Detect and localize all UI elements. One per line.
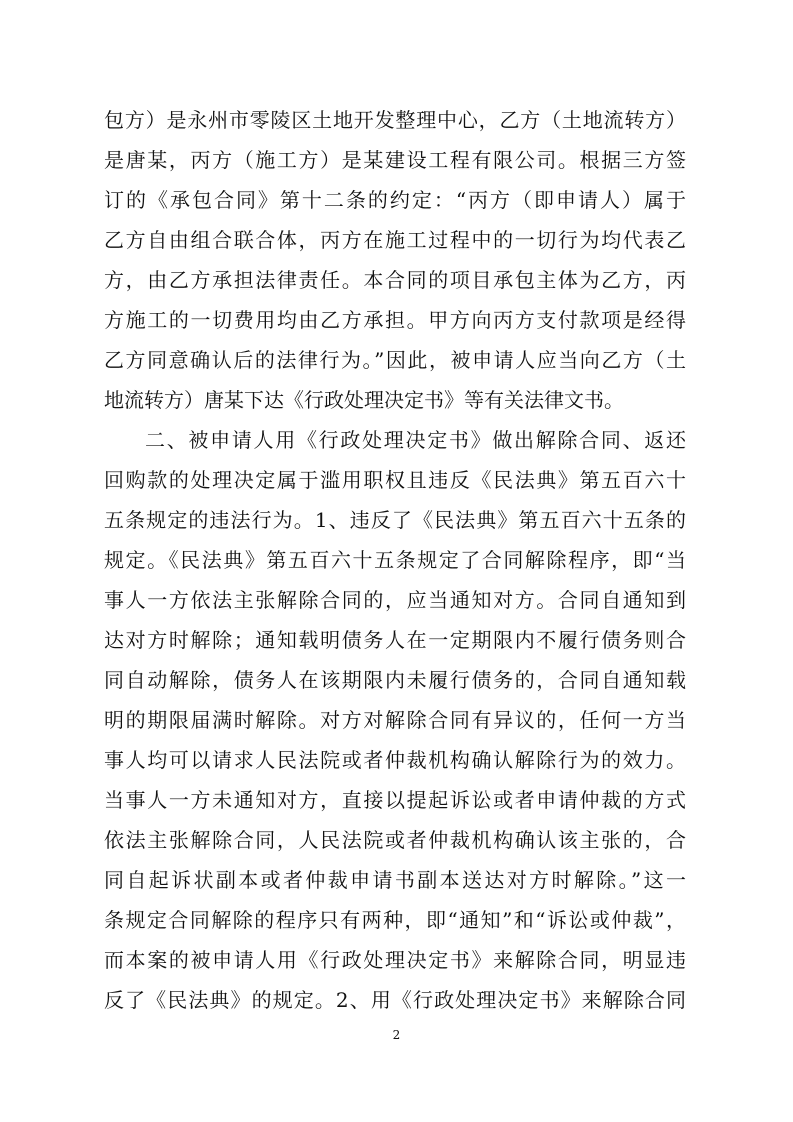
text-line: 同自动解除，债务人在该期限内未履行债务的，合同自通知载: [104, 668, 686, 692]
text-line: 回购款的处理决定属于滥用职权且违反《民法典》第五百六十: [104, 468, 686, 492]
text-line: 订的《承包合同》第十二条的约定：“丙方（即申请人）属于: [104, 188, 686, 212]
text-line: 地流转方）唐某下达《行政处理决定书》等有关法律文书。: [104, 388, 624, 412]
text-line: 明的期限届满时解除。对方对解除合同有异议的，任何一方当: [104, 708, 686, 732]
text-line: 事人一方依法主张解除合同的，应当通知对方。合同自通知到: [104, 588, 686, 612]
text-line: 依法主张解除合同，人民法院或者仲裁机构确认该主张的，合: [104, 828, 686, 852]
text-line: 条规定合同解除的程序只有两种，即“通知”和“诉讼或仲裁”，: [104, 908, 686, 932]
text-line: 而本案的被申请人用《行政处理决定书》来解除合同，明显违: [104, 948, 686, 972]
text-line: 当事人一方未通知对方，直接以提起诉讼或者申请仲裁的方式: [104, 788, 686, 812]
text-line: 规定。《民法典》第五百六十五条规定了合同解除程序，即“当: [104, 548, 686, 572]
text-line: 事人均可以请求人民法院或者仲裁机构确认解除行为的效力。: [104, 748, 686, 772]
text-line: 达对方时解除；通知载明债务人在一定期限内不履行债务则合: [104, 628, 686, 652]
text-line: 方施工的一切费用均由乙方承担。甲方向丙方支付款项是经得: [104, 308, 686, 332]
page-number: 2: [392, 1028, 401, 1042]
text-line: 五条规定的违法行为。1、违反了《民法典》第五百六十五条的: [104, 508, 686, 532]
text-line: 是唐某，丙方（施工方）是某建设工程有限公司。根据三方签: [104, 148, 686, 172]
text-line: 乙方同意确认后的法律行为。”因此，被申请人应当向乙方（土: [104, 348, 686, 372]
text-line: 二、被申请人用《行政处理决定书》做出解除合同、返还: [145, 428, 686, 452]
text-line: 同自起诉状副本或者仲裁申请书副本送达对方时解除。”这一: [104, 868, 686, 892]
text-line: 方，由乙方承担法律责任。本合同的项目承包主体为乙方，丙: [104, 268, 686, 292]
text-line: 乙方自由组合联合体，丙方在施工过程中的一切行为均代表乙: [104, 228, 686, 252]
text-line: 反了《民法典》的规定。2、用《行政处理决定书》来解除合同: [104, 988, 686, 1012]
text-line: 包方）是永州市零陵区土地开发整理中心，乙方（土地流转方）: [104, 108, 686, 132]
